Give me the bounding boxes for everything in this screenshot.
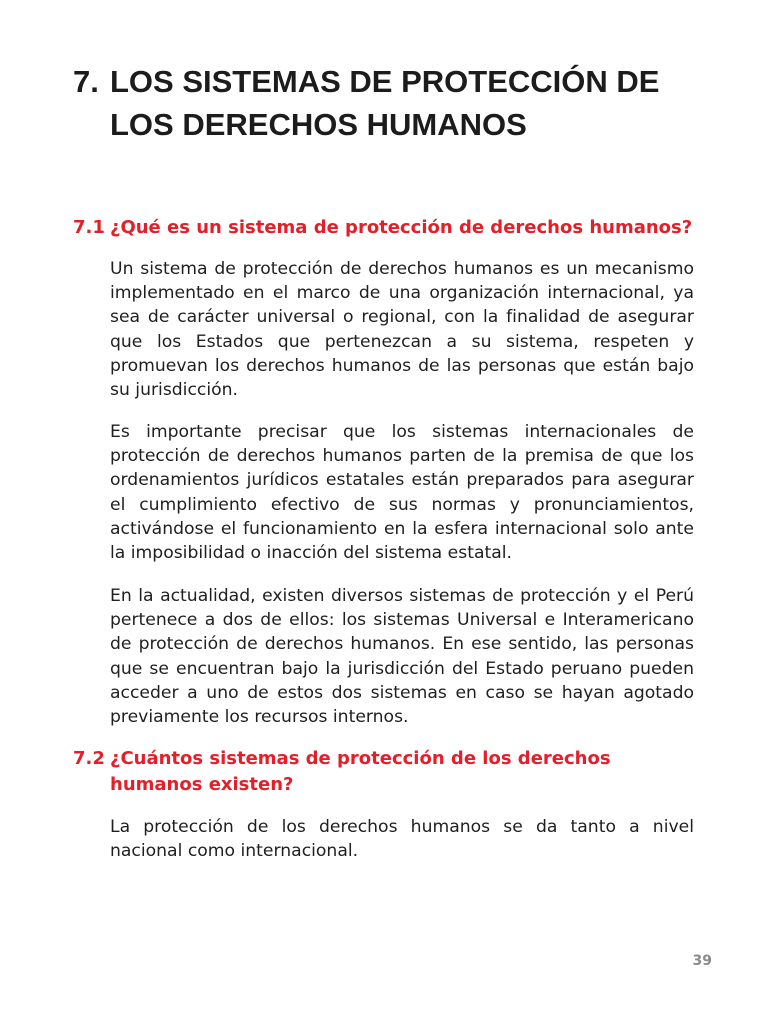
section-heading-7-1 (73, 215, 703, 241)
section-heading-7-2 (73, 746, 703, 798)
chapter-title: LOS SISTEMAS DE PROTECCIÓN DE LOS DERECHOS HUMANOS (110, 64, 660, 142)
body-paragraph: En la actualidad, existen diversos sistemas de protección y el Perú pertenece a dos de ellos: los sistemas Universal e Interamericano de protección de derechos humanos. En ese sentido, las personas que se encuentran bajo la jurisdicción del Estado peruano pueden acceder a uno de estos dos sistemas en caso se hayan agotado previamente los recursos internos. (110, 586, 694, 728)
section-title: ¿Qué es un sistema de protección de derechos humanos? (110, 217, 693, 238)
section-number: 7.2 (73, 748, 105, 769)
body-paragraph: Un sistema de protección de derechos humanos es un mecanismo implementado en el marco de una organización internacional, ya sea de carácter universal o regional, con la finalidad de asegurar que los Estados que pertenezcan a su sistema, respeten y promuevan los derechos humanos de las personas que están bajo su jurisdicción. (110, 259, 694, 401)
chapter-number: 7. (73, 64, 99, 99)
body-paragraph: La protección de los derechos humanos se da tanto a nivel nacional como internacional. (110, 817, 694, 862)
section-number: 7.1 (73, 217, 105, 238)
body-paragraph: Es importante precisar que los sistemas internacionales de protección de derechos humanos parten de la premisa de que los ordenamientos jurídicos estatales están preparados para asegurar el cumplimiento efectivo de sus normas y pronunciamientos, activándose el funcionamiento en la esfera internacional solo ante la imposibilidad o inacción del sistema estatal. (110, 422, 694, 564)
chapter-heading (73, 60, 713, 146)
page-number: 39 (692, 953, 712, 969)
section-title: ¿Cuántos sistemas de protección de los derechos humanos existen? (110, 748, 611, 795)
